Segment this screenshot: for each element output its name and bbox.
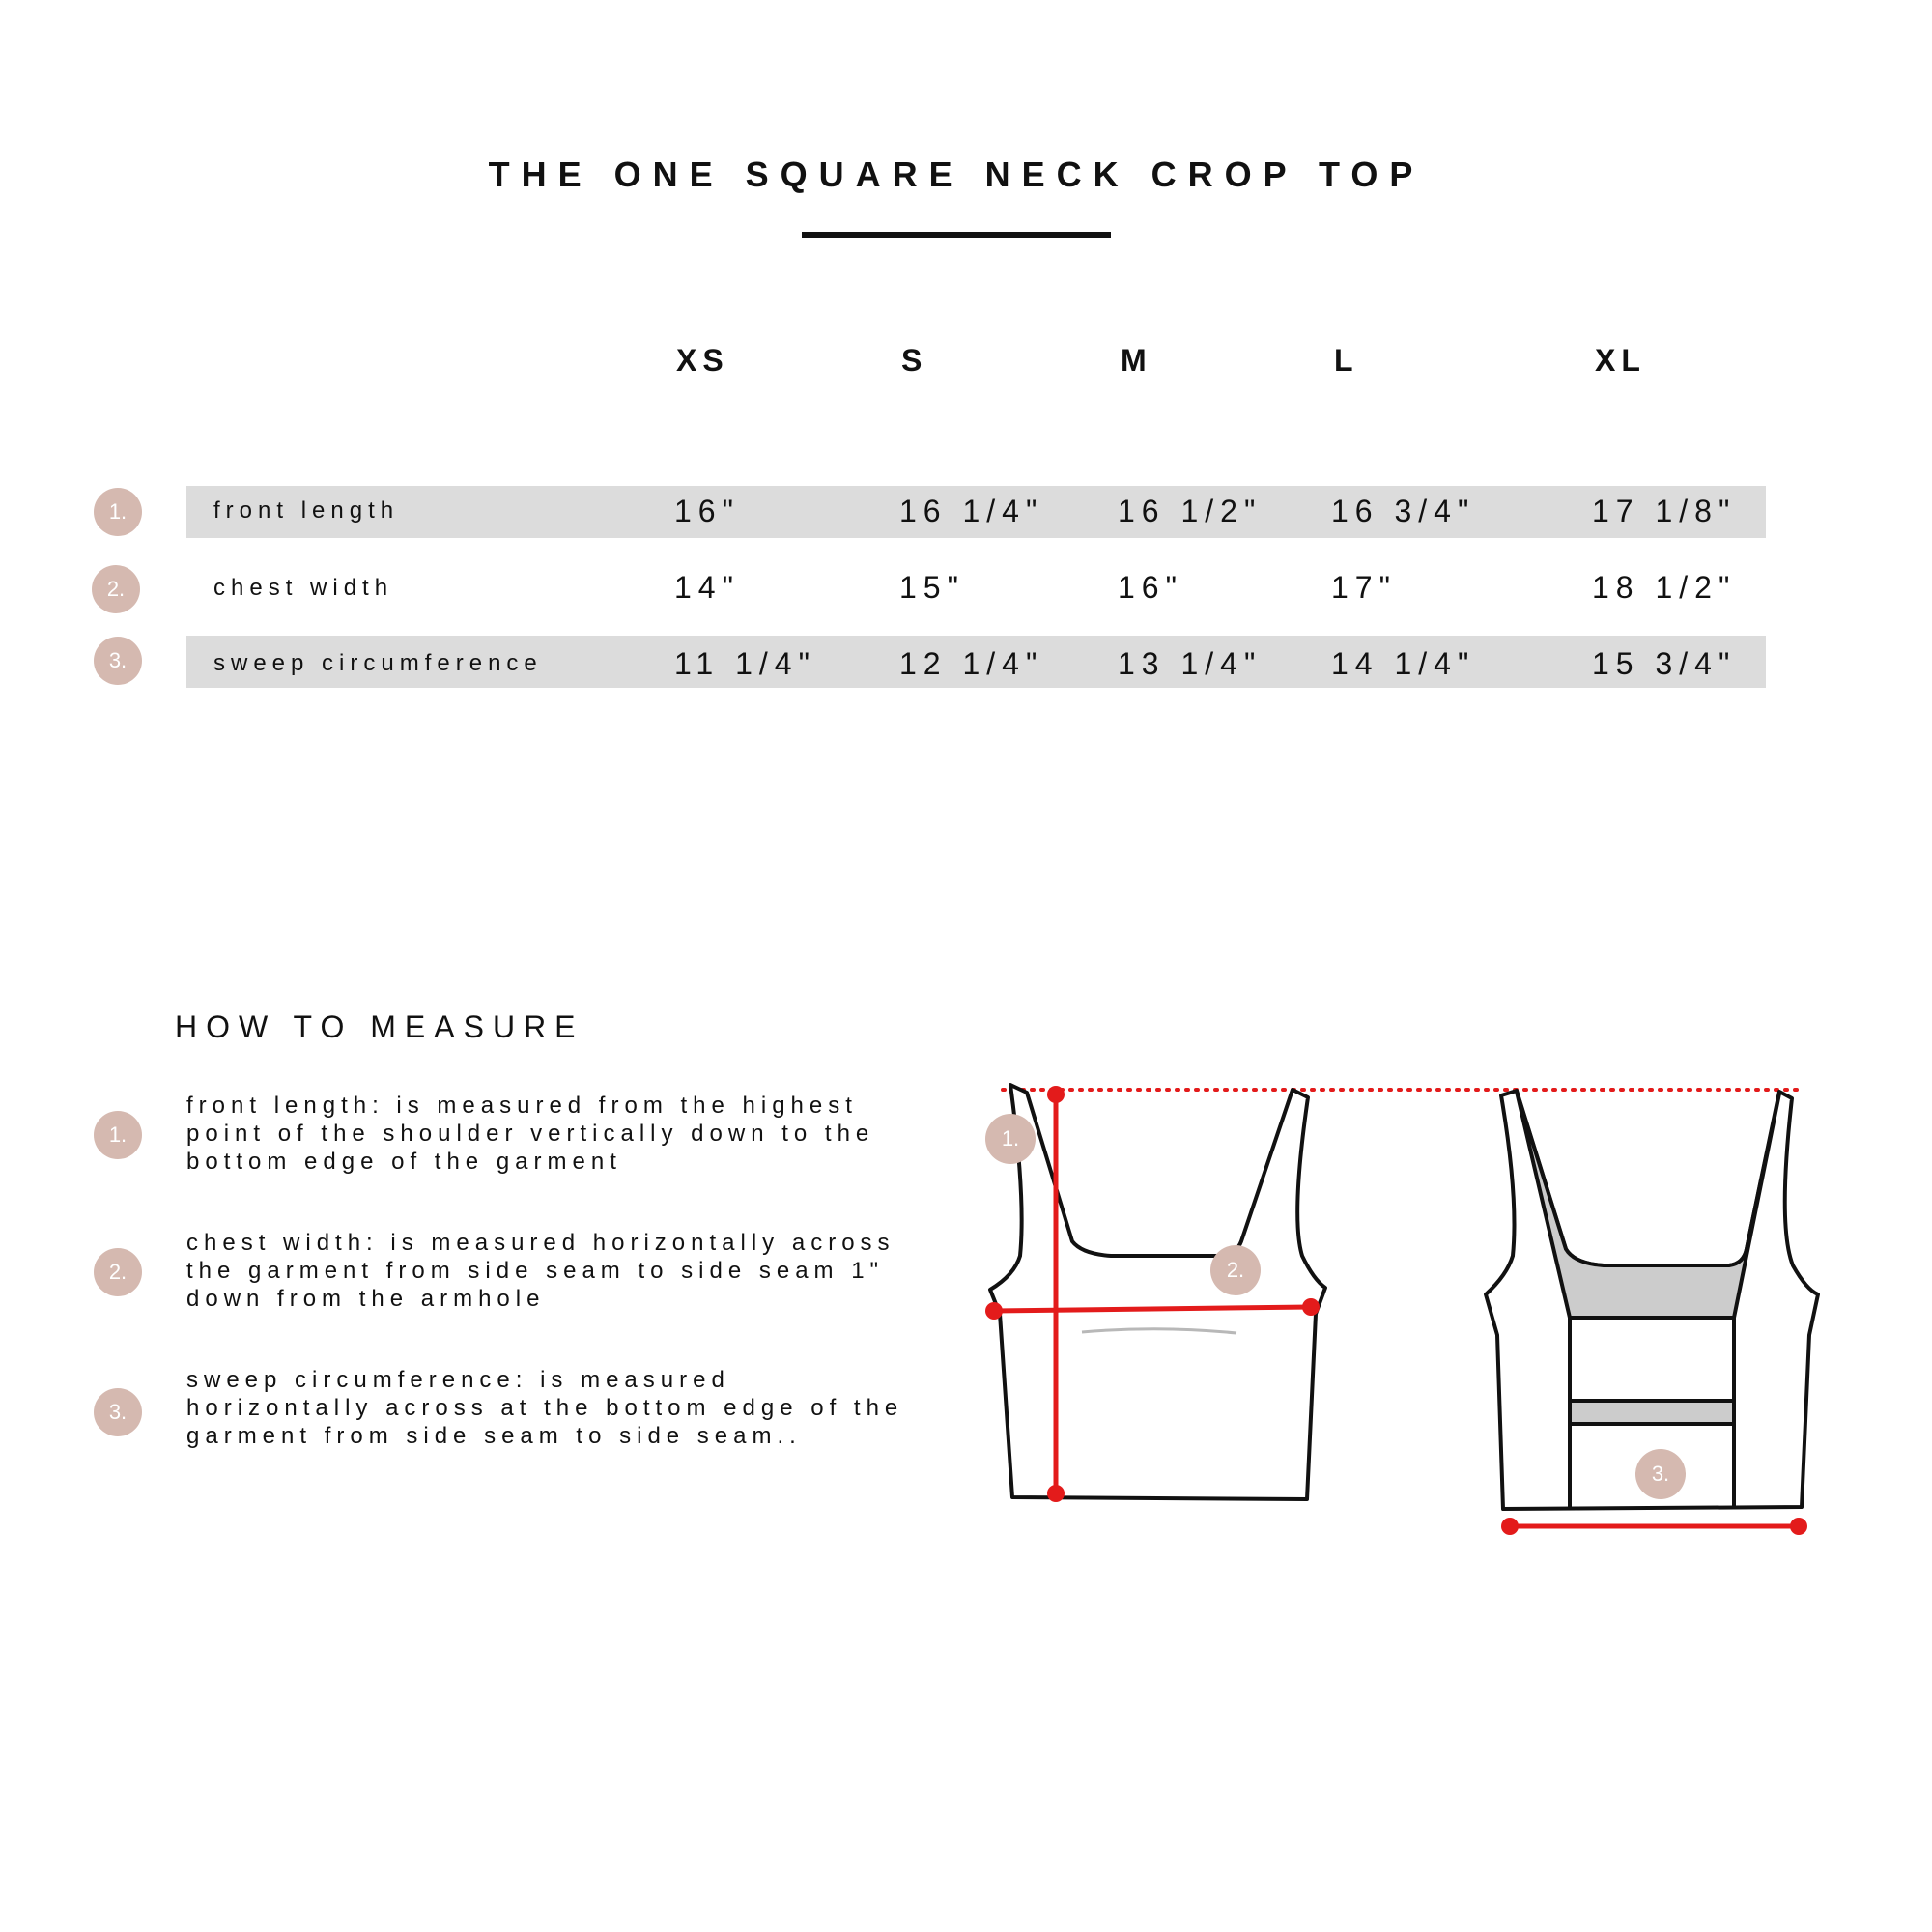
- table-cell: 16 1/4": [899, 494, 1044, 528]
- table-cell: 16 3/4": [1331, 494, 1476, 528]
- front-length-endpoint: [1047, 1485, 1065, 1502]
- page-title: THE ONE SQUARE NECK CROP TOP: [488, 155, 1425, 194]
- row-label-sweep-circumference: sweep circumference: [213, 650, 543, 676]
- back-band-panel: [1570, 1401, 1734, 1424]
- size-header-s: S: [901, 343, 928, 378]
- diagram-badge-2: 2.: [1210, 1245, 1261, 1295]
- sweep-endpoint: [1501, 1518, 1519, 1535]
- sweep-endpoint: [1790, 1518, 1807, 1535]
- instruction-number-badge: 1.: [94, 1111, 142, 1159]
- instruction-sweep-circumference: sweep circumference: is measured horizontally across at the bottom edge of the garment from side seam to side seam..: [186, 1367, 904, 1449]
- table-cell: 17 1/8": [1592, 494, 1737, 528]
- table-cell: 14": [674, 570, 740, 605]
- front-length-endpoint: [1047, 1086, 1065, 1103]
- instruction-front-length: front length: is measured from the highest point of the shoulder vertically down to the bottom edge of the garment: [186, 1093, 875, 1175]
- diagram-badge-1: 1.: [985, 1114, 1036, 1164]
- row-number-badge: 3.: [94, 637, 142, 685]
- table-cell: 15": [899, 570, 965, 605]
- table-cell: 11 1/4": [674, 646, 816, 681]
- instruction-chest-width: chest width: is measured horizontally across the garment from side seam to side seam 1" down from the armhole: [186, 1230, 895, 1312]
- size-header-xl: XL: [1595, 343, 1646, 378]
- table-cell: 15 3/4": [1592, 646, 1737, 681]
- table-cell: 13 1/4": [1118, 646, 1263, 681]
- front-top-outline: [990, 1085, 1325, 1499]
- chest-width-endpoint: [1302, 1298, 1320, 1316]
- size-header-l: L: [1334, 343, 1359, 378]
- how-to-measure-title: HOW TO MEASURE: [175, 1009, 584, 1044]
- title-divider: [802, 232, 1111, 238]
- chest-width-endpoint: [985, 1302, 1003, 1320]
- row-label-chest-width: chest width: [213, 575, 394, 601]
- table-cell: 16": [674, 494, 740, 528]
- table-cell: 14 1/4": [1331, 646, 1476, 681]
- table-cell: 12 1/4": [899, 646, 1044, 681]
- row-number-badge: 2.: [92, 565, 140, 613]
- size-header-m: M: [1121, 343, 1152, 378]
- row-label-front-length: front length: [213, 497, 400, 524]
- row-number-badge: 1.: [94, 488, 142, 536]
- diagram-badge-3: 3.: [1635, 1449, 1686, 1499]
- table-cell: 17": [1331, 570, 1397, 605]
- table-cell: 16 1/2": [1118, 494, 1263, 528]
- table-cell: 16": [1118, 570, 1183, 605]
- size-header-xs: XS: [676, 343, 729, 378]
- table-cell: 18 1/2": [1592, 570, 1737, 605]
- instruction-number-badge: 3.: [94, 1388, 142, 1436]
- garment-diagram: [966, 1063, 1835, 1565]
- instruction-number-badge: 2.: [94, 1248, 142, 1296]
